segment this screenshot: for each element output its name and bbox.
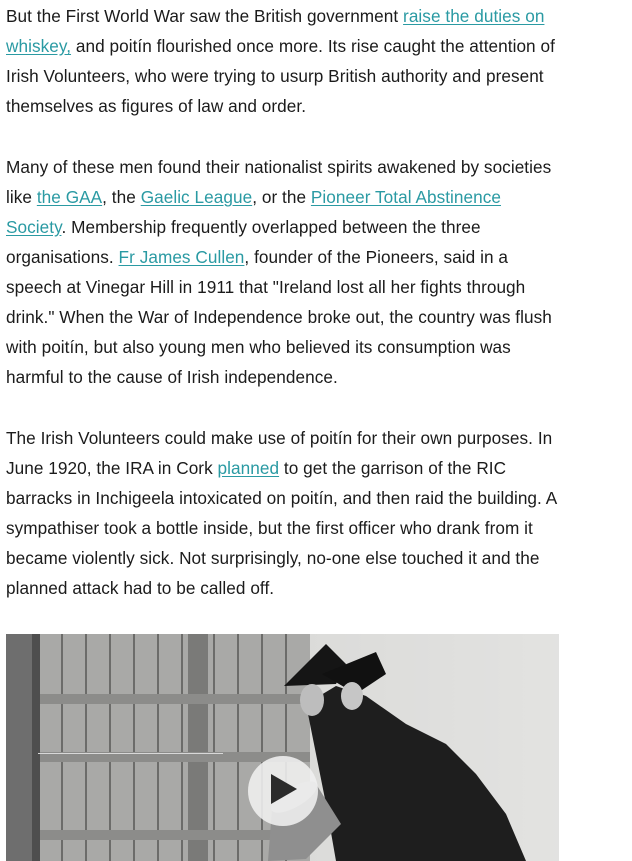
paragraph-nationalist-spirits xyxy=(6,152,566,392)
text: But the First World War saw the British government xyxy=(6,6,404,26)
paragraph-first-world-war xyxy=(6,1,566,121)
link-planned[interactable]: planned xyxy=(217,458,280,478)
video-player[interactable] xyxy=(6,634,559,861)
text: to get the garrison of the RIC barracks in Inchigeela intoxicated on poitín, and then raid the building. A sympathiser took a bottle inside, but the first officer who drank from it became violently sick. Not surprisingly, no-one else touched it and the planned attack had to be called off. xyxy=(6,458,557,598)
link-fr-james-cullen[interactable]: Fr James Cullen xyxy=(118,247,245,267)
text: and poitín flourished once more. Its rise caught the attention of Irish Volunteers, who were trying to usurp British authority and present themselves as figures of law and order. xyxy=(6,36,555,116)
video-thumbnail xyxy=(6,634,559,861)
link-raise-duties-whiskey[interactable]: raise the duties on whiskey, xyxy=(6,6,545,56)
text: The Irish Volunteers could make use of poitín for their own purposes. In June 1920, the IRA in Cork xyxy=(6,428,553,478)
play-icon xyxy=(267,772,299,811)
text: , founder of the Pioneers, said in a speech at Vinegar Hill in 1911 that "Ireland lost all her fights through drink." When the War of Independence broke out, the country was flush with poitín, but also young men who believed its consumption was harmful to the cause of Irish independence. xyxy=(6,247,552,387)
link-gaelic-league[interactable]: Gaelic League xyxy=(140,187,253,207)
paragraph-irish-volunteers xyxy=(6,423,566,603)
link-pioneer-society[interactable]: Pioneer Total Abstinence Society xyxy=(6,187,501,237)
video-progress-line xyxy=(38,753,223,754)
text: , or the xyxy=(252,187,311,207)
play-button[interactable] xyxy=(248,756,318,826)
text: Many of these men found their nationalist spirits awakened by societies like xyxy=(6,157,552,207)
text: , the xyxy=(102,187,141,207)
link-gaa[interactable]: the GAA xyxy=(36,187,103,207)
text: . Membership frequently overlapped between the three organisations. xyxy=(6,217,481,267)
